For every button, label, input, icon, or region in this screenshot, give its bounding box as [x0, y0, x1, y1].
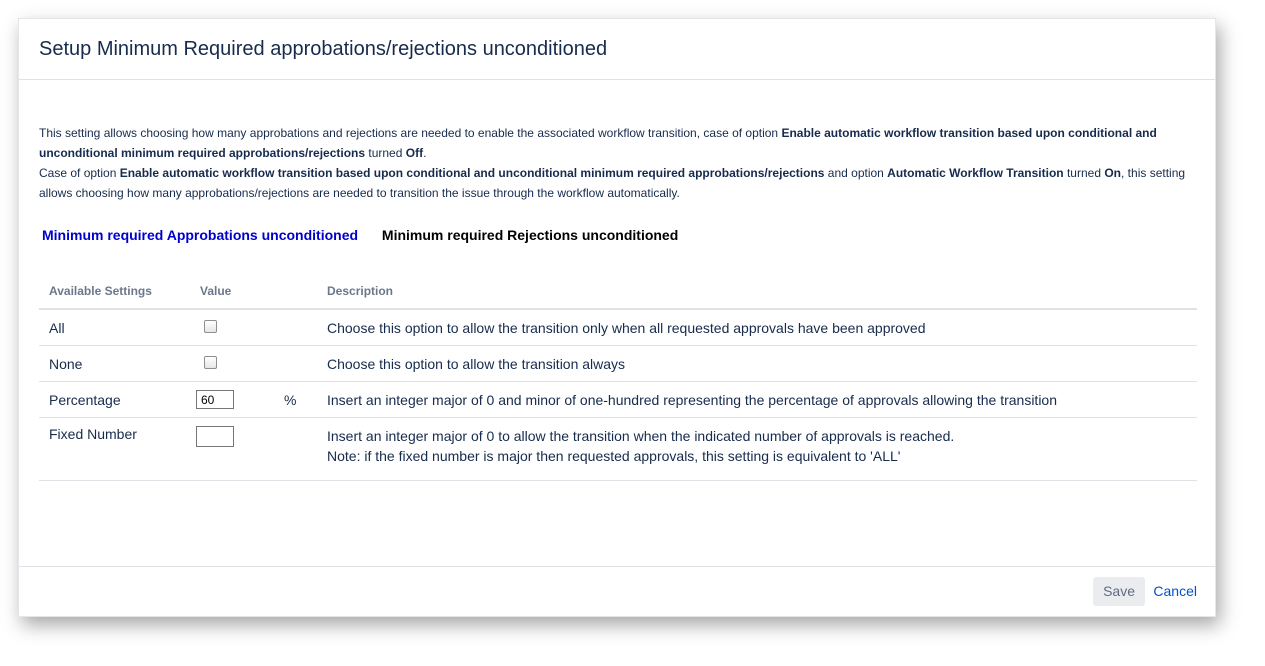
intro-text-part: This setting allows choosing how many approbations and rejections are needed to enable the associated workflow transition, case of option — [39, 126, 782, 140]
value-cell — [190, 309, 274, 346]
intro-option-state: Off — [405, 146, 424, 160]
intro-option-name: Automatic Workflow Transition — [887, 166, 1064, 180]
none-checkbox[interactable] — [204, 356, 217, 369]
intro-text-part: turned — [365, 146, 406, 160]
cancel-link[interactable]: Cancel — [1153, 583, 1197, 599]
save-button[interactable]: Save — [1093, 577, 1145, 606]
setting-label-none: None — [39, 346, 190, 382]
description-none: Choose this option to allow the transition always — [317, 346, 1197, 382]
header-value: Value — [190, 273, 274, 309]
percent-unit-label: % — [274, 382, 317, 418]
setup-dialog — [18, 18, 1216, 617]
header-available-settings: Available Settings — [39, 273, 190, 309]
intro-option-name: Enable automatic workflow transition based upon conditional and unconditional minimum required approbations/rejections — [119, 166, 825, 180]
value-cell — [190, 418, 274, 481]
intro-text-part: , this setting allows choosing how many approbations/rejections are needed to transition the issue through the workflow automatically. — [39, 166, 1186, 200]
intro-option-state: On — [1104, 166, 1122, 180]
percentage-input[interactable] — [196, 390, 234, 409]
value-cell — [190, 346, 274, 382]
intro-text-part: turned — [1063, 166, 1105, 180]
intro-text — [39, 123, 1197, 203]
table-header-row — [39, 273, 1197, 309]
table-row — [39, 418, 1197, 481]
description-percentage: Insert an integer major of 0 and minor of one-hundred representing the percentage of approvals allowing the transition — [317, 382, 1197, 418]
dialog-header — [19, 19, 1215, 80]
all-checkbox[interactable] — [204, 320, 217, 333]
table-row — [39, 346, 1197, 382]
dialog-body — [19, 80, 1215, 566]
intro-option-name: Enable automatic workflow transition based upon conditional and unconditional minimum required approbations/rejections — [39, 126, 1157, 160]
setting-label-fixed-number: Fixed Number — [39, 418, 190, 481]
intro-text-part: . — [423, 146, 427, 160]
settings-table — [39, 273, 1197, 481]
tab-bar — [39, 227, 1197, 247]
header-description: Description — [317, 273, 1197, 309]
description-fixed-number-text: Insert an integer major of 0 to allow the transition when the indicated number of approvals is reached. — [327, 428, 955, 444]
header-unit — [274, 273, 317, 309]
unit-cell — [274, 309, 317, 346]
description-all: Choose this option to allow the transition only when all requested approvals have been approved — [317, 309, 1197, 346]
tab-approbations[interactable]: Minimum required Approbations unconditioned — [42, 227, 359, 243]
tab-rejections[interactable]: Minimum required Rejections unconditioned — [381, 227, 679, 243]
setting-label-all: All — [39, 309, 190, 346]
description-fixed-number — [317, 418, 1197, 481]
unit-cell — [274, 346, 317, 382]
value-cell — [190, 382, 274, 418]
unit-cell — [274, 418, 317, 481]
fixed-number-input[interactable] — [196, 426, 234, 447]
setting-label-percentage: Percentage — [39, 382, 190, 418]
intro-text-part: and option — [824, 166, 888, 180]
table-row — [39, 382, 1197, 418]
intro-text-part: Case of option — [39, 166, 120, 180]
description-fixed-number-note: Note: if the fixed number is major then requested approvals, this setting is equivalent to 'ALL' — [327, 448, 901, 464]
dialog-title: Setup Minimum Required approbations/rejections unconditioned — [39, 38, 608, 60]
dialog-footer — [19, 566, 1215, 616]
table-row — [39, 309, 1197, 346]
